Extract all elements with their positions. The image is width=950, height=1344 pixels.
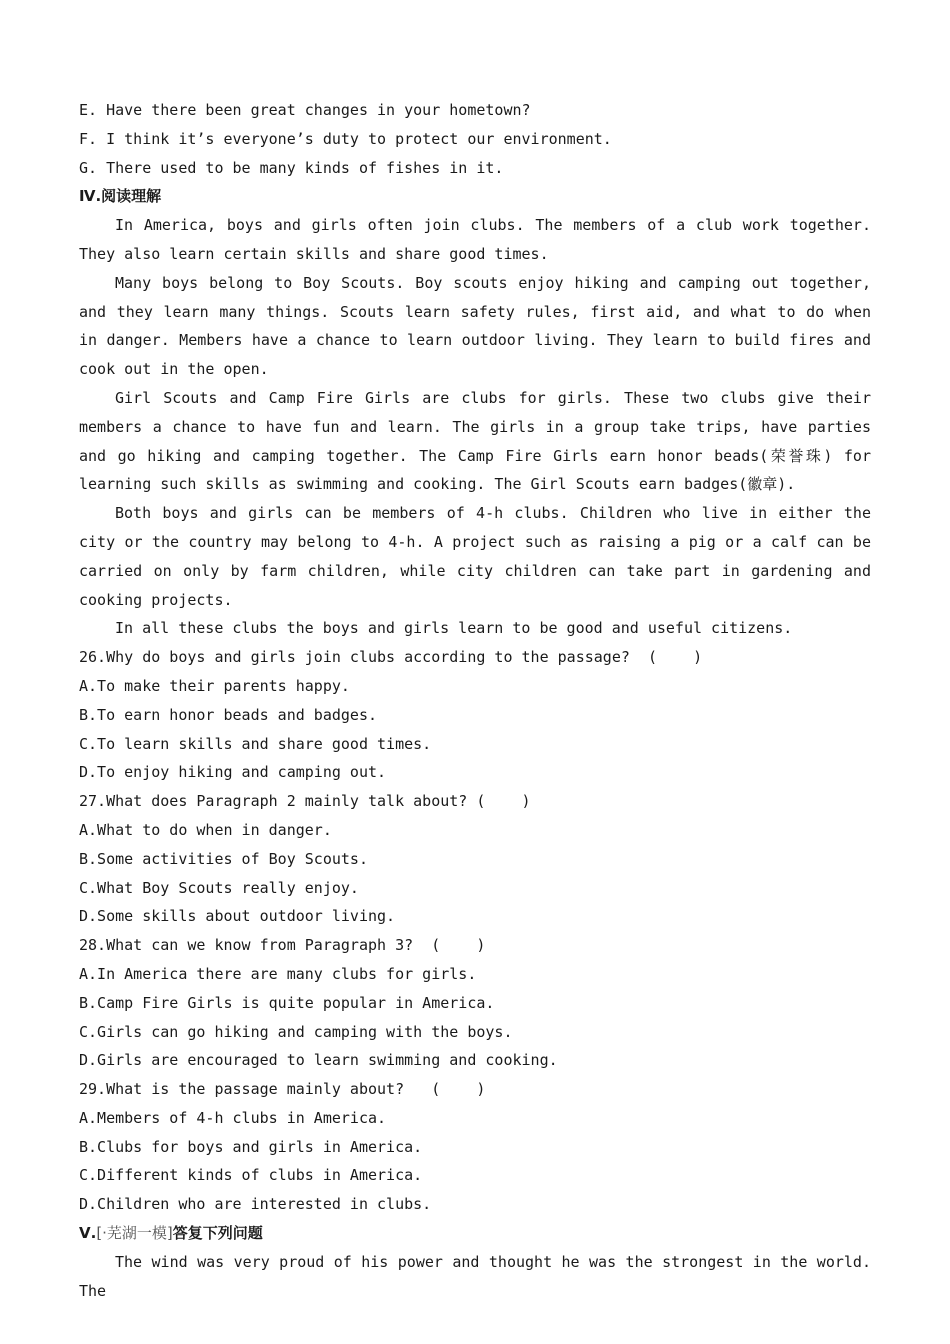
passage-paragraph: Both boys and girls can be members of 4-h clubs. Children who live in either the city or the country may belong to 4-h. A project such as raising a pig or a calf can be carried on only by farm children, while city children can take part in gardening and cooking projects. (79, 504, 871, 609)
section-source: [·芜湖一模] (96, 1224, 173, 1243)
answer-option: A.In America there are many clubs for girls. (79, 964, 477, 983)
answer-option: B.Camp Fire Girls is quite popular in America. (79, 993, 495, 1012)
answer-option: C.To learn skills and share good times. (79, 734, 432, 753)
answer-option: C.Different kinds of clubs in America. (79, 1166, 423, 1185)
passage-paragraph: In all these clubs the boys and girls learn to be good and useful citizens. (115, 619, 793, 638)
passage-paragraph: In America, boys and girls often join clubs. The members of a club work together. They also learn certain skills and share good times. (79, 216, 871, 263)
answer-option: B.To earn honor beads and badges. (79, 705, 378, 724)
answer-option: B.Some activities of Boy Scouts. (79, 849, 368, 868)
section-title: 答复下列问题 (172, 1224, 263, 1243)
answer-option: A.To make their parents happy. (79, 676, 350, 695)
document-page (79, 96, 871, 1305)
answer-option: D.Girls are encouraged to learn swimming and cooking. (79, 1051, 558, 1070)
answer-option: D.To enjoy hiking and camping out. (79, 763, 387, 782)
section-number: Ⅴ. (79, 1224, 97, 1243)
answer-option: D.Some skills about outdoor living. (79, 907, 396, 926)
passage-paragraph: The wind was very proud of his power and thought he was the strongest in the world. The (79, 1252, 871, 1300)
passage-paragraph: Many boys belong to Boy Scouts. Boy scouts enjoy hiking and camping out together, and they learn many things. Scouts learn safety rules, first aid, and what to do when in danger. Members have a chance to learn outdoor living. They learn to build fires and cook out in the open. (79, 273, 871, 379)
section-heading (79, 1219, 871, 1248)
question-stem: 28.What can we know from Paragraph 3? ( ) (79, 936, 486, 955)
option-line: G. There used to be many kinds of fishes in it. (79, 158, 504, 177)
answer-option: D.Children who are interested in clubs. (79, 1195, 432, 1214)
answer-option: C.What Boy Scouts really enjoy. (79, 878, 359, 897)
answer-option: A.Members of 4-h clubs in America. (79, 1108, 387, 1127)
question-stem: 26.Why do boys and girls join clubs according to the passage? ( ) (79, 648, 703, 667)
section-heading: Ⅳ.阅读理解 (79, 187, 162, 206)
answer-option: A.What to do when in danger. (79, 820, 332, 839)
option-line: F. I think it’s everyone’s duty to protect our environment. (79, 129, 612, 148)
answer-option: C.Girls can go hiking and camping with the boys. (79, 1022, 513, 1041)
answer-option: B.Clubs for boys and girls in America. (79, 1137, 423, 1156)
question-stem: 29.What is the passage mainly about? ( ) (79, 1080, 486, 1099)
passage-paragraph: Girl Scouts and Camp Fire Girls are clubs for girls. These two clubs give their members a chance to have fun and learn. The girls in a group take trips, have parties and go hiking and camping together. The Camp Fire Girls earn honor beads(荣誉珠) for learning such skills as swimming and cooking. The Girl Scouts earn badges(徽章). (79, 388, 871, 494)
question-stem: 27.What does Paragraph 2 mainly talk about? ( ) (79, 792, 531, 811)
option-line: E. Have there been great changes in your hometown? (79, 101, 531, 119)
